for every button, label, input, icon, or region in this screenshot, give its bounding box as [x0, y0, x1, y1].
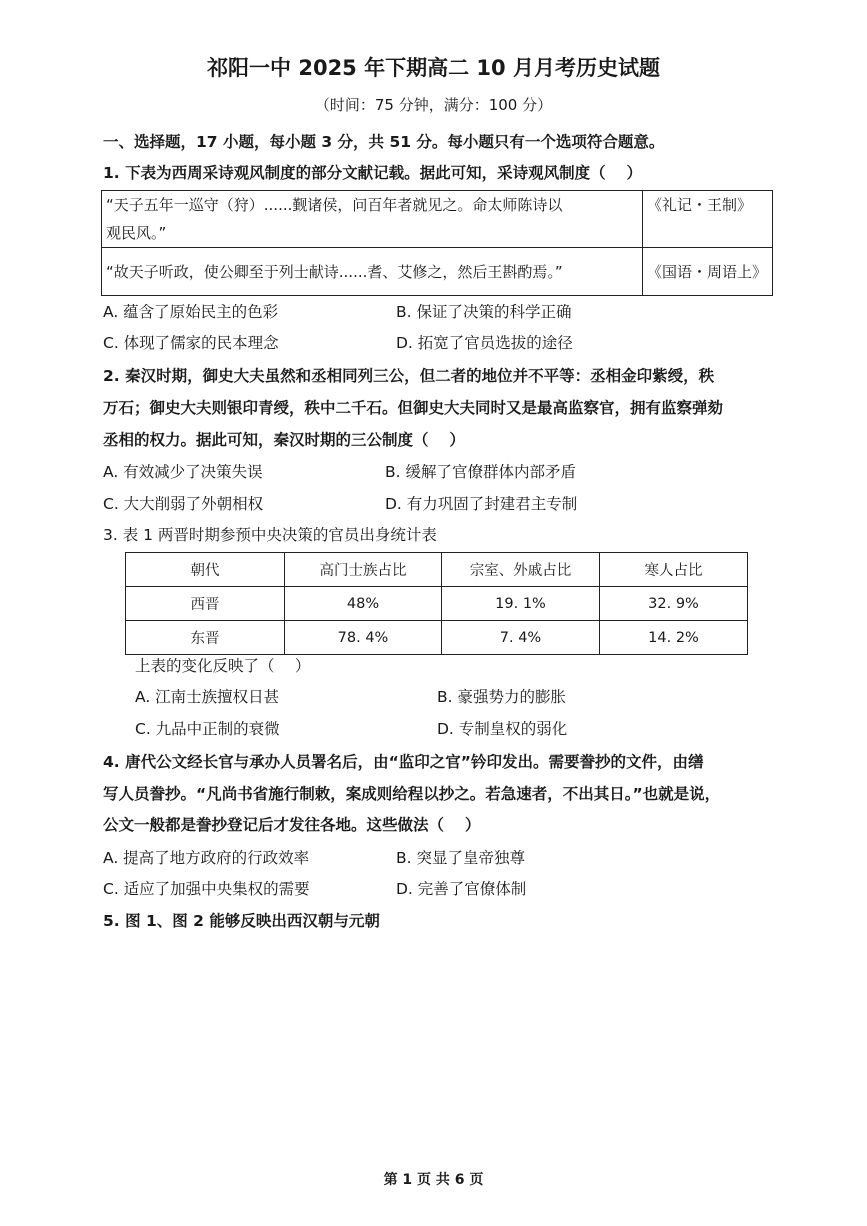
q4-option-d: D. 完善了官僚体制: [396, 880, 527, 898]
table-row: [126, 621, 748, 655]
table-row: [126, 587, 748, 621]
q4-line-1: 4. 唐代公文经长官与承办人员署名后，由“监印之官”钤印发出。需要誊抄的文件，由缮: [103, 753, 704, 771]
exam-subtitle: （时间：75 分钟，满分：100 分）: [314, 96, 553, 114]
table-cell: 7. 4%: [442, 621, 600, 655]
q3-stem: 上表的变化反映了（ ）: [135, 657, 311, 675]
page-footer: 第 1 页 共 6 页: [383, 1172, 484, 1188]
q1-quote-1: [102, 191, 643, 248]
section-heading: 一、选择题，17 小题，每小题 3 分，共 51 分。每小题只有一个选项符合题意。: [103, 133, 665, 151]
table-row: [102, 248, 773, 296]
q4-option-a: A. 提高了地方政府的行政效率: [103, 849, 310, 867]
col-header: 寒人占比: [600, 553, 748, 587]
table-cell: 东晋: [126, 621, 285, 655]
q2-option-a: A. 有效减少了决策失误: [103, 463, 263, 481]
table-cell: 19. 1%: [442, 587, 600, 621]
table-cell: 32. 9%: [600, 587, 748, 621]
q2-line-1: 2. 秦汉时期，御史大夫虽然和丞相同列三公，但二者的地位并不平等：丞相金印紫绶，秩: [103, 367, 715, 385]
q3-caption: 3. 表 1 两晋时期参预中央决策的官员出身统计表: [103, 526, 437, 544]
q4-line-3: 公文一般都是誊抄登记后才发往各地。这些做法（ ）: [103, 816, 481, 834]
table-cell: 78. 4%: [285, 621, 442, 655]
q5-stem: 5. 图 1、图 2 能够反映出西汉朝与元朝: [103, 912, 380, 930]
exam-title: 祁阳一中 2025 年下期高二 10 月月考历史试题: [207, 56, 660, 80]
q1-stem: 1. 下表为西周采诗观风制度的部分文献记载。据此可知，采诗观风制度（ ）: [103, 164, 642, 182]
q2-line-2: 万石；御史大夫则银印青绶，秩中二千石。但御史大夫同时又是最高监察官，拥有监察弹劾: [103, 399, 724, 417]
q3-option-c: C. 九品中正制的衰微: [135, 720, 280, 738]
q4-line-2: 写人员誊抄。“凡尚书省施行制敕，案成则给程以抄之。若急速者，不出其日。”也就是说，: [103, 785, 721, 803]
q4-option-c: C. 适应了加强中央集权的需要: [103, 880, 310, 898]
table-header-row: [126, 553, 748, 587]
q2-option-b: B. 缓解了官僚群体内部矛盾: [385, 463, 576, 481]
q2-option-d: D. 有力巩固了封建君主专制: [385, 495, 578, 513]
table-cell: 14. 2%: [600, 621, 748, 655]
table-row: [102, 191, 773, 248]
col-header: 高门士族占比: [285, 553, 442, 587]
col-header: 宗室、外戚占比: [442, 553, 600, 587]
q1-table: [101, 190, 773, 296]
q1-quote-2: “故天子听政，使公卿至于列士献诗......耆、艾修之，然后王斟酌焉。”: [102, 248, 643, 296]
q3-option-a: A. 江南士族擅权日甚: [135, 688, 280, 706]
q1-option-a: A. 蕴含了原始民主的色彩: [103, 303, 279, 321]
q3-table: [125, 552, 748, 655]
quote-text: 观民风。”: [106, 224, 167, 242]
table-cell: 48%: [285, 587, 442, 621]
q2-option-c: C. 大大削弱了外朝相权: [103, 495, 264, 513]
q2-line-3: 丞相的权力。据此可知，秦汉时期的三公制度（ ）: [103, 431, 465, 449]
q1-option-c: C. 体现了儒家的民本理念: [103, 334, 279, 352]
table-cell: 西晋: [126, 587, 285, 621]
q1-option-d: D. 拓宽了官员选拔的途径: [396, 334, 573, 352]
q4-option-b: B. 突显了皇帝独尊: [396, 849, 525, 867]
col-header: 朝代: [126, 553, 285, 587]
quote-text: “天子五年一巡守（狩）......觐诸侯，问百年者就见之。命太师陈诗以: [106, 196, 563, 214]
q3-option-d: D. 专制皇权的弱化: [437, 720, 568, 738]
q1-option-b: B. 保证了决策的科学正确: [396, 303, 572, 321]
q3-option-b: B. 豪强势力的膨胀: [437, 688, 566, 706]
q1-source-2: 《国语・周语上》: [643, 248, 773, 296]
q1-source-1: 《礼记・王制》: [643, 191, 773, 248]
